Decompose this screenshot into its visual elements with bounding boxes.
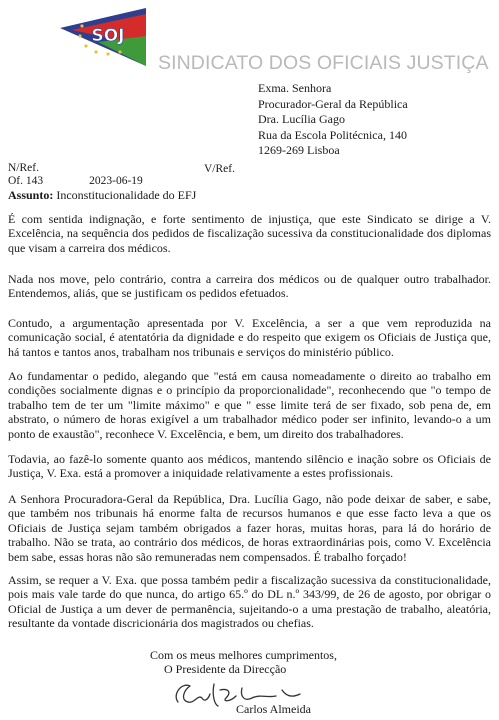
body-paragraph-2: [8, 272, 491, 301]
signer-name: Carlos Almeida: [236, 702, 311, 716]
addressee-street: Rua da Escola Politécnica, 140: [258, 127, 407, 142]
body-paragraph-5: [8, 452, 491, 481]
your-reference-label: V/Ref.: [204, 163, 235, 175]
addressee-block: [258, 81, 408, 159]
organization-name: SINDICATO DOS OFICIAIS JUSTIÇA: [158, 52, 489, 74]
paragraph-text: Assim, se requer a V. Exa. que possa também pedir a fiscalização sucessiva da constitucionalidade, pois mais vale tarde do que nunca, do artigo 65.º do DL n.º 343/99, de 26 de agosto, por obrigar o Oficial de Justiça a um dever de permanência, sujeitando-o a uma prestação de trabalho, aleatória, resultante da vontade discricionária dos magistrados ou chefias.: [8, 573, 491, 631]
body-paragraph-6: [8, 492, 491, 564]
subject-text: Inconstitucionalidade do EFJ: [56, 188, 197, 202]
addressee-salutation: Exma. Senhora: [258, 81, 332, 95]
paragraph-text: É com sentida indignação, e forte sentimento de injustiça, que este Sindicato se dirige a V. Excelência, na sequência dos pedidos de fiscalização sucessiva da constitucionalidade dos diplomas que visam a carreira dos médicos.: [8, 212, 491, 255]
paragraph-text: Contudo, a argumentação apresentada por V. Excelência, a ser a que vem reproduzida na comunicação social, é atentatória da dignidade e do respeito que exigem os Oficiais de Justiça que, há tantos e tantos anos, trabalham nos tribunais e serviços do ministério público.: [8, 316, 491, 359]
office-number: Of. 143: [8, 174, 44, 187]
union-logo: [58, 6, 150, 68]
addressee-title: Procurador-Geral da República: [258, 96, 408, 111]
logo-text: SOJ: [91, 26, 125, 46]
paragraph-text: Ao fundamentar o pedido, alegando que "está em causa nomeadamente o direito ao trabalho em condições socialmente dignas e o princípio da proporcionalidade", reconhecendo que "o tempo de trabalho tem de ter um "limite máximo" e que " esse limite terá de ser fixado, sob pena de, em abstrato, o número de horas exigível a um trabalhador médico poder ser infinito, levando-o a um ponto de exaustão", reconhece V. Excelência, e bem, um direito dos trabalhadores.: [8, 369, 491, 441]
subject-label: Assunto:: [8, 188, 54, 202]
body-paragraph-4: [8, 369, 491, 441]
closing-block: [150, 648, 337, 677]
body-paragraph-1: [8, 212, 491, 255]
reference-block: [8, 162, 143, 187]
paragraph-text: A Senhora Procuradora-Geral da República, Dra. Lucília Gago, não pode deixar de saber, e sabe, que também nos tribunais há enorme falta de recursos humanos e que esse facto leva a que os Oficiais de Justiça sejam também obrigados a fazer horas, muitas horas, para lá do horário de trabalho. Não se trata, ao contrário dos médicos, de horas extraordinárias pois, como V. Excelência bem sabe, essas horas não são remuneradas nem compensados. É trabalho forçado!: [8, 492, 491, 564]
our-reference-label: N/Ref.: [8, 162, 39, 174]
addressee-postal: 1269-269 Lisboa: [258, 143, 340, 157]
subject-line: [8, 188, 196, 203]
body-paragraph-7: [8, 573, 491, 631]
closing-role: O Presidente da Direcção: [164, 662, 287, 677]
paragraph-text: Todavia, ao fazê-lo somente quanto aos médicos, mantendo silêncio e inação sobre os Oficiais de Justiça, V. Exa. está a promover a iniquidade relativamente a estes profissionais.: [8, 452, 491, 481]
closing-greeting: Com os meus melhores cumprimentos,: [150, 648, 337, 662]
paragraph-text: Nada nos move, pelo contrário, contra a carreira dos médicos ou de qualquer outro trabalhador. Entendemos, aliás, que se justificam os pedidos efetuados.: [8, 272, 491, 301]
union-logo-graphic: [58, 6, 150, 68]
letter-date: 2023-06-19: [89, 174, 143, 187]
addressee-name: Dra. Lucília Gago: [258, 112, 345, 126]
body-paragraph-3: [8, 316, 491, 359]
